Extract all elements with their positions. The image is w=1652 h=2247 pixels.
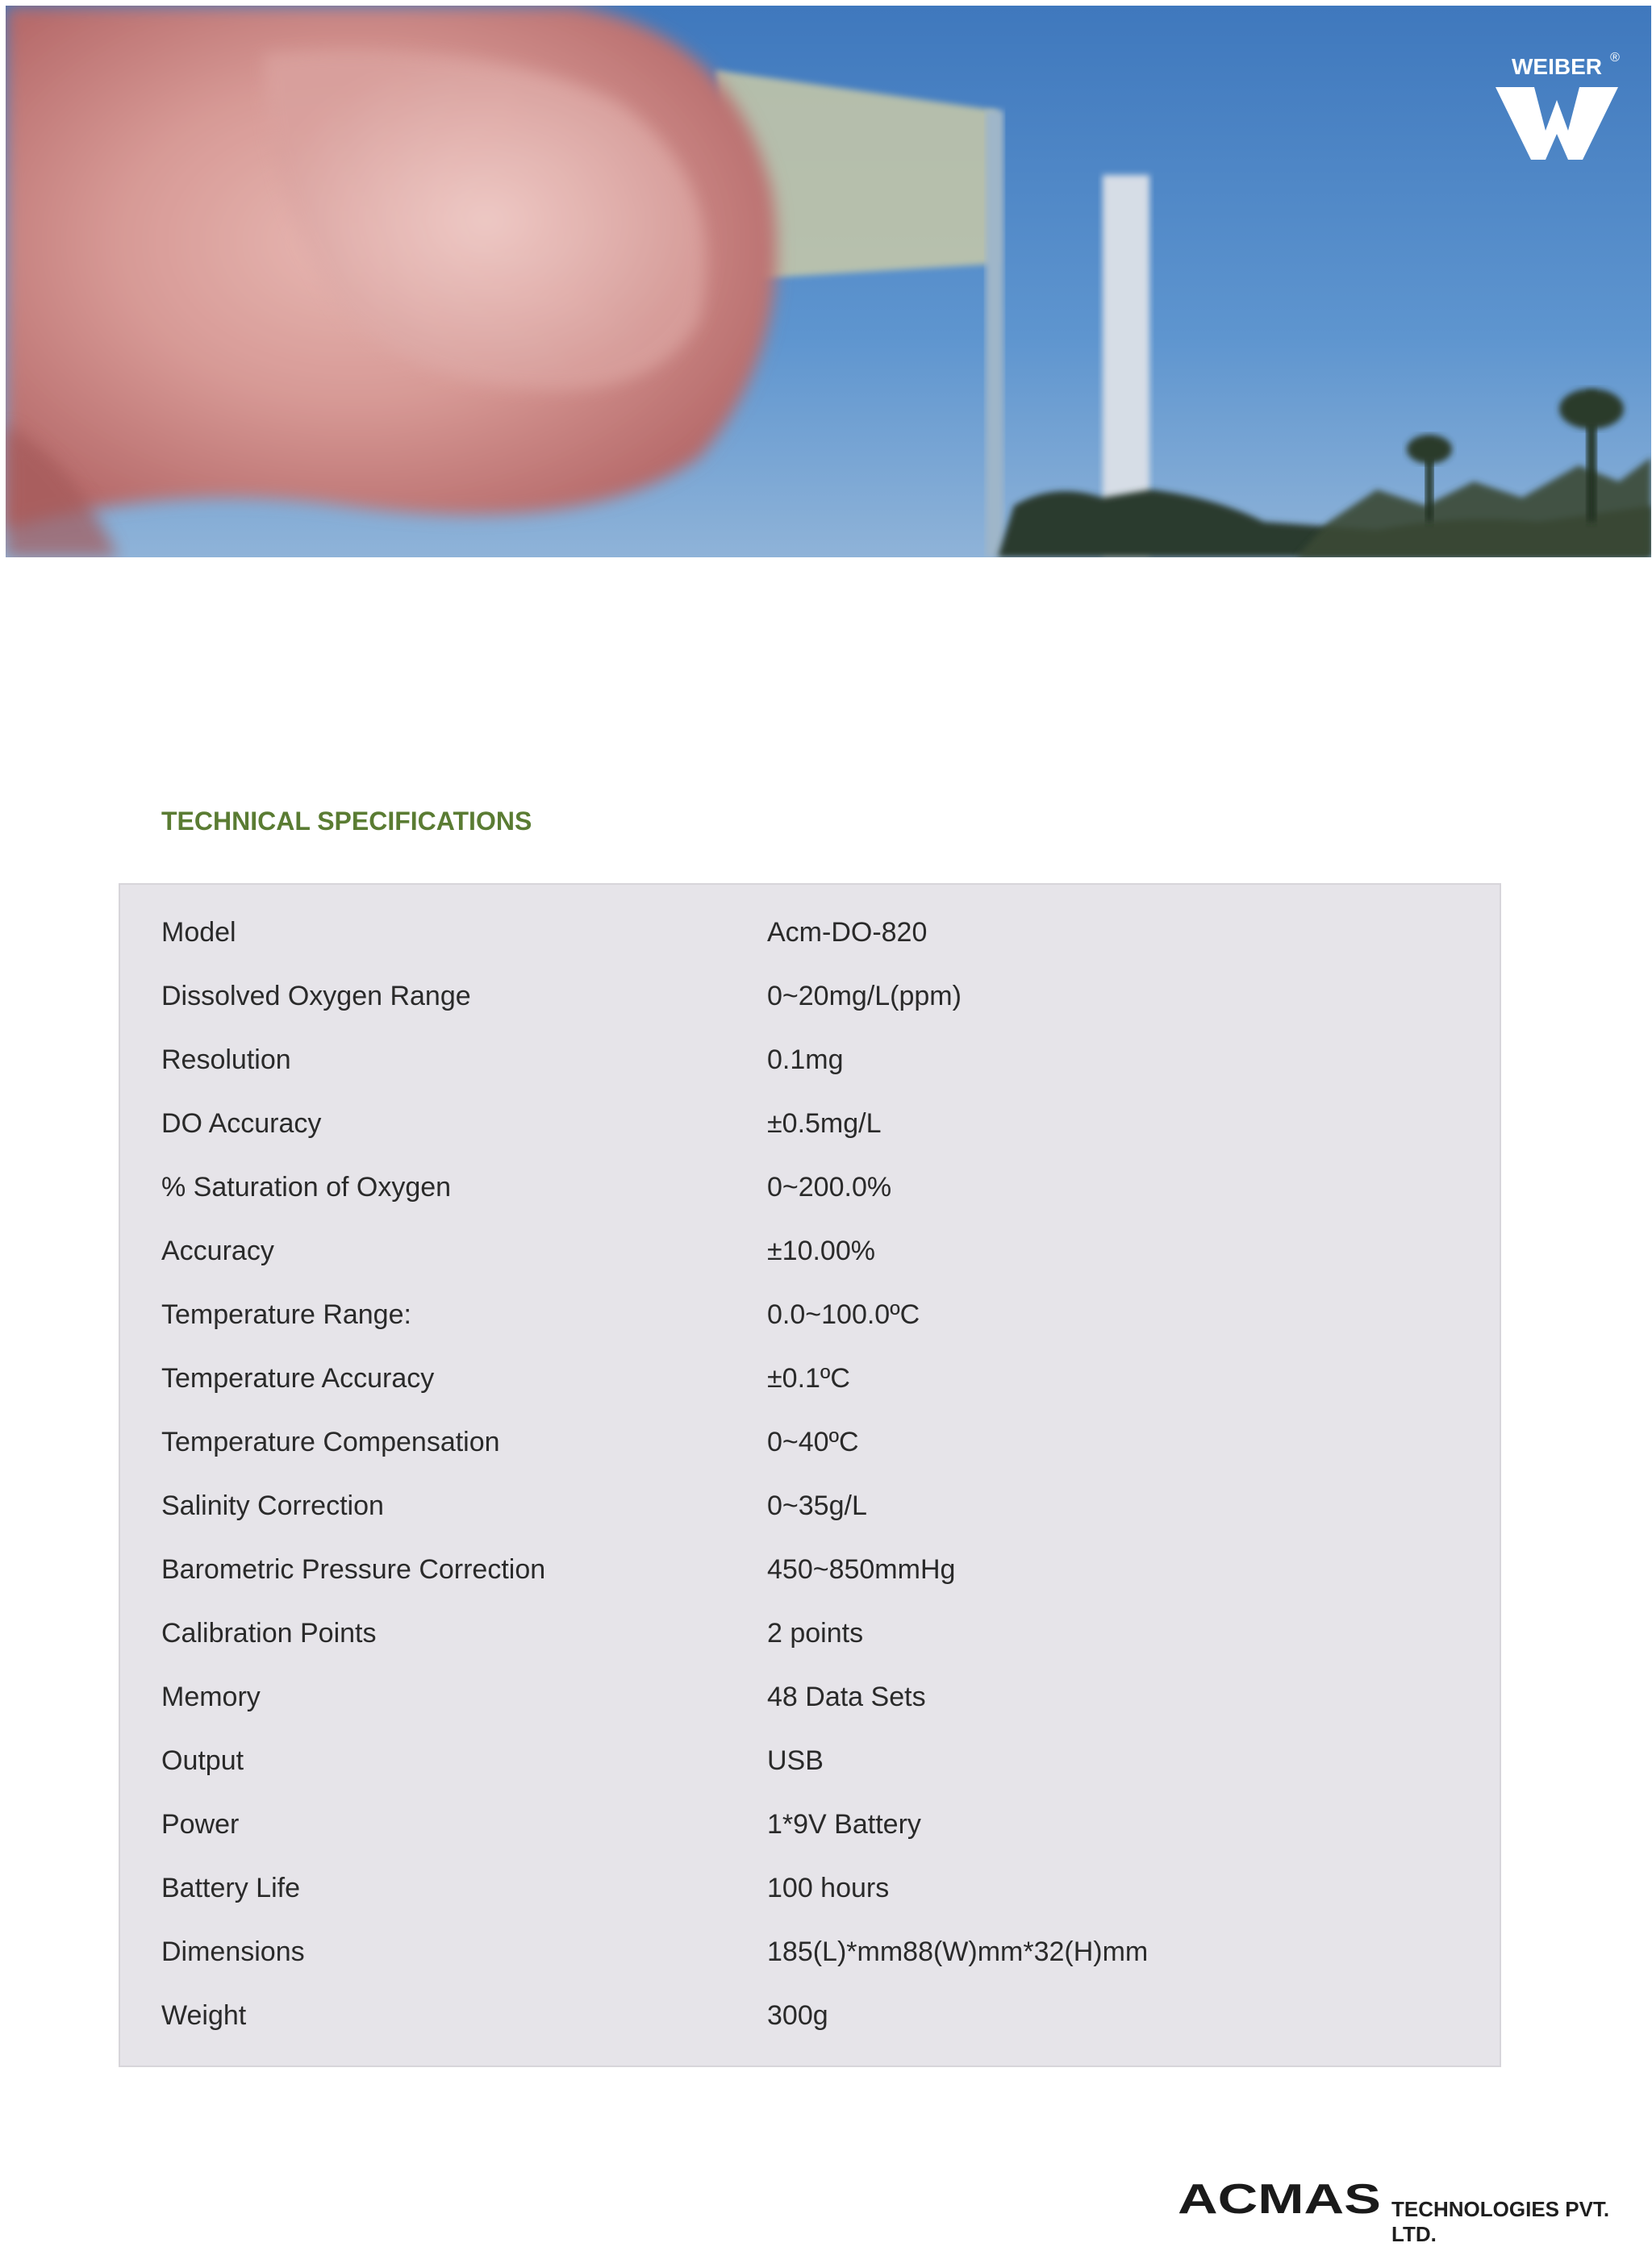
spec-row — [120, 1603, 1500, 1667]
spec-label: Output — [161, 1745, 244, 1776]
spec-value: 0~20mg/L(ppm) — [767, 981, 962, 1011]
acmas-logo-icon — [1178, 2178, 1387, 2218]
spec-label: Resolution — [161, 1044, 291, 1075]
spec-value: ±0.5mg/L — [767, 1108, 882, 1139]
spec-row — [120, 1349, 1500, 1412]
spec-row — [120, 1221, 1500, 1285]
spec-row — [120, 1285, 1500, 1349]
spec-label: Power — [161, 1809, 240, 1840]
spec-label: Model — [161, 917, 236, 948]
spec-row — [120, 1412, 1500, 1476]
registered-mark: ® — [1610, 51, 1620, 65]
hero-photo — [6, 6, 1651, 557]
spec-value: Acm-DO-820 — [767, 917, 928, 948]
company-suffix: TECHNOLOGIES PVT. LTD. — [1391, 2197, 1610, 2246]
spec-value: 1*9V Battery — [767, 1809, 921, 1840]
spec-label: Weight — [161, 2000, 247, 2031]
weiber-logo — [1494, 50, 1620, 165]
spec-label: Temperature Accuracy — [161, 1363, 435, 1394]
spec-label: Memory — [161, 1682, 261, 1712]
spec-value: 0~200.0% — [767, 1172, 892, 1203]
spec-row — [120, 1986, 1500, 2049]
spec-label: Dissolved Oxygen Range — [161, 981, 471, 1011]
spec-label: Calibration Points — [161, 1618, 377, 1649]
spec-label: % Saturation of Oxygen — [161, 1172, 452, 1203]
spec-row — [120, 1795, 1500, 1858]
spec-row — [120, 1858, 1500, 1922]
spec-label: Battery Life — [161, 1873, 300, 1903]
spec-label: Accuracy — [161, 1236, 274, 1266]
spec-rows — [120, 903, 1500, 2049]
spec-value: 185(L)*mm88(W)mm*32(H)mm — [767, 1936, 1149, 1967]
spec-value: 450~850mmHg — [767, 1554, 956, 1585]
spec-label: Salinity Correction — [161, 1490, 384, 1521]
fingertip-photo-icon — [6, 6, 1651, 557]
spec-row — [120, 1731, 1500, 1795]
spec-value: 48 Data Sets — [767, 1682, 926, 1712]
spec-table — [119, 883, 1501, 2067]
spec-row — [120, 1094, 1500, 1157]
spec-value: 0~35g/L — [767, 1490, 867, 1521]
spec-row — [120, 903, 1500, 966]
spec-label: Dimensions — [161, 1936, 305, 1967]
spec-value: 0.1mg — [767, 1044, 844, 1075]
spec-row — [120, 1157, 1500, 1221]
spec-label: DO Accuracy — [161, 1108, 322, 1139]
spec-value: ±10.00% — [767, 1236, 875, 1266]
spec-label: Barometric Pressure Correction — [161, 1554, 546, 1585]
spec-row — [120, 1030, 1500, 1094]
spec-label: Temperature Compensation — [161, 1427, 500, 1457]
spec-label: Temperature Range: — [161, 1299, 411, 1330]
spec-row — [120, 1667, 1500, 1731]
svg-text:ACMAS: ACMAS — [1178, 2178, 1381, 2218]
spec-row — [120, 1922, 1500, 1986]
spec-row — [120, 1476, 1500, 1540]
spec-title: TECHNICAL SPECIFICATIONS — [161, 807, 532, 836]
logo-text: WEIBER — [1512, 54, 1602, 79]
spec-value: 0~40ºC — [767, 1427, 859, 1457]
spec-row — [120, 1540, 1500, 1603]
spec-row — [120, 966, 1500, 1030]
spec-value: 100 hours — [767, 1873, 890, 1903]
spec-value: 300g — [767, 2000, 828, 2031]
spec-value: ±0.1ºC — [767, 1363, 850, 1394]
spec-value: 2 points — [767, 1618, 864, 1649]
footer-brand — [1178, 2178, 1613, 2246]
spec-value: 0.0~100.0ºC — [767, 1299, 920, 1330]
spec-value: USB — [767, 1745, 824, 1776]
weiber-w-logo-icon — [1494, 50, 1620, 165]
